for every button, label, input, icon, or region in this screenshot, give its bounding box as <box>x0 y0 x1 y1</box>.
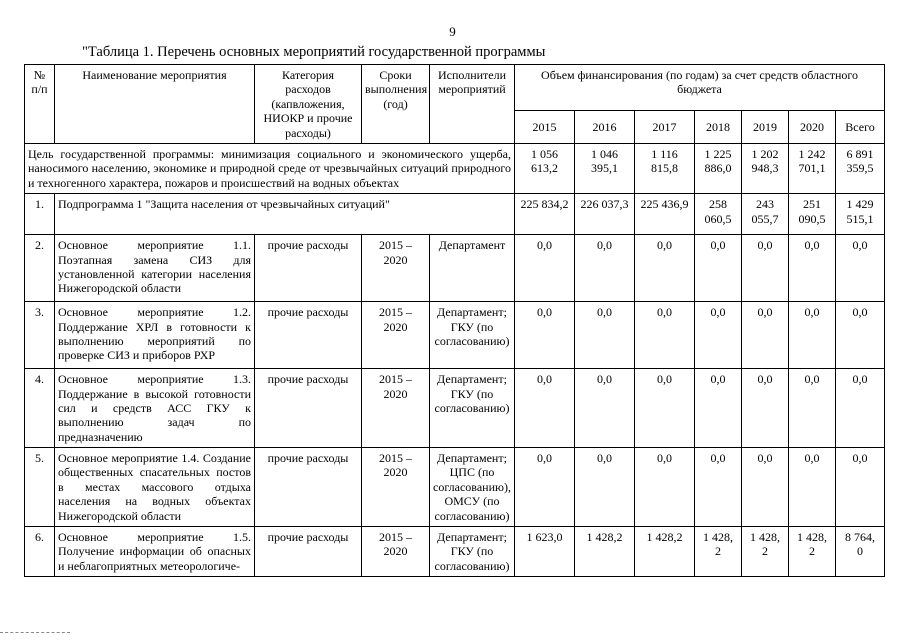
goal-value: 1 116 815,8 <box>635 143 695 193</box>
row-executors: Департамент; ГКУ (по согласованию) <box>430 527 515 577</box>
header-funding: Объем финансирования (по годам) за счет средств областного бюджета <box>515 65 885 111</box>
row-value: 0,0 <box>742 369 789 448</box>
row-total: 0,0 <box>836 235 885 302</box>
row-num: 1. <box>25 194 55 235</box>
row-value: 0,0 <box>789 369 836 448</box>
subprogram-value: 251 090,5 <box>789 194 836 235</box>
row-value: 0,0 <box>695 369 742 448</box>
goal-total: 6 891 359,5 <box>836 143 885 193</box>
row-name: Основное мероприятие 1.5. Получение информации об опасных и неблагоприятных метеорологиче- <box>55 527 255 577</box>
row-total: 0,0 <box>836 448 885 527</box>
row-value: 1 428, 2 <box>742 527 789 577</box>
row-value: 0,0 <box>575 235 635 302</box>
table-row <box>25 369 885 448</box>
program-activities-table <box>24 64 885 577</box>
row-num: 5. <box>25 448 55 527</box>
row-value: 0,0 <box>635 302 695 369</box>
row-value: 0,0 <box>635 235 695 302</box>
subprogram-value: 225 834,2 <box>515 194 575 235</box>
row-value: 1 428, 2 <box>695 527 742 577</box>
row-value: 1 623,0 <box>515 527 575 577</box>
row-value: 0,0 <box>695 235 742 302</box>
goal-text: Цель государственной программы: минимизация социального и экономического ущерба, наносимого населению, экономике и природной среде от чрезвычайных ситуаций природного и техногенного характера, пожаров и происшествий на водных объектах <box>25 143 515 193</box>
row-value: 0,0 <box>789 235 836 302</box>
header-row <box>25 65 885 111</box>
subprogram-total: 1 429 515,1 <box>836 194 885 235</box>
row-category: прочие расходы <box>255 235 362 302</box>
row-period: 2015 – 2020 <box>362 302 430 369</box>
header-year: 2016 <box>575 110 635 143</box>
table-row <box>25 448 885 527</box>
row-executors: Департамент; ЦПС (по согласованию), ОМСУ (по согласованию) <box>430 448 515 527</box>
page-number: 9 <box>449 24 456 39</box>
row-value: 1 428,2 <box>575 527 635 577</box>
row-value: 1 428,2 <box>635 527 695 577</box>
subprogram-value: 225 436,9 <box>635 194 695 235</box>
goal-value: 1 046 395,1 <box>575 143 635 193</box>
row-name: Основное мероприятие 1.1. Поэтапная замена СИЗ для установленной категории населения Нижегородской области <box>55 235 255 302</box>
header-name: Наименование мероприятия <box>55 65 255 144</box>
goal-row <box>25 143 885 193</box>
row-value: 0,0 <box>515 369 575 448</box>
row-total: 0,0 <box>836 369 885 448</box>
row-value: 0,0 <box>789 302 836 369</box>
row-value: 0,0 <box>742 302 789 369</box>
row-category: прочие расходы <box>255 527 362 577</box>
header-year: 2020 <box>789 110 836 143</box>
subprogram-row <box>25 194 885 235</box>
subprogram-value: 258 060,5 <box>695 194 742 235</box>
table-row <box>25 235 885 302</box>
row-total: 0,0 <box>836 302 885 369</box>
row-value: 0,0 <box>742 235 789 302</box>
row-value: 0,0 <box>695 302 742 369</box>
header-year: 2019 <box>742 110 789 143</box>
header-total: Всего <box>836 110 885 143</box>
row-category: прочие расходы <box>255 448 362 527</box>
row-value: 0,0 <box>515 302 575 369</box>
row-period: 2015 – 2020 <box>362 527 430 577</box>
row-value: 0,0 <box>515 448 575 527</box>
header-year: 2017 <box>635 110 695 143</box>
header-year: 2018 <box>695 110 742 143</box>
row-value: 0,0 <box>515 235 575 302</box>
page-edge-mark <box>0 632 70 639</box>
header-period: Сроки выполнения (год) <box>362 65 430 144</box>
row-value: 1 428, 2 <box>789 527 836 577</box>
row-value: 0,0 <box>635 369 695 448</box>
goal-value: 1 242 701,1 <box>789 143 836 193</box>
row-value: 0,0 <box>695 448 742 527</box>
row-name: Основное мероприятие 1.2. Поддержание ХРЛ в готовности к выполнению мероприятий по проверке СИЗ и приборов РХР <box>55 302 255 369</box>
row-period: 2015 – 2020 <box>362 369 430 448</box>
table-row <box>25 527 885 577</box>
row-executors: Департамент; ГКУ (по согласованию) <box>430 369 515 448</box>
row-value: 0,0 <box>575 302 635 369</box>
header-executors: Исполнители мероприятий <box>430 65 515 144</box>
row-value: 0,0 <box>742 448 789 527</box>
row-total: 8 764, 0 <box>836 527 885 577</box>
table-row <box>25 302 885 369</box>
subprogram-value: 226 037,3 <box>575 194 635 235</box>
row-executors: Департамент <box>430 235 515 302</box>
header-year: 2015 <box>515 110 575 143</box>
goal-value: 1 202 948,3 <box>742 143 789 193</box>
header-category: Категория расходов (капвложения, НИОКР и прочие расходы) <box>255 65 362 144</box>
row-num: 2. <box>25 235 55 302</box>
row-name: Основное мероприятие 1.4. Создание общественных спасательных постов в местах массового отдыха населения на водных объектах Нижегородской области <box>55 448 255 527</box>
row-value: 0,0 <box>575 448 635 527</box>
goal-value: 1 056 613,2 <box>515 143 575 193</box>
row-executors: Департамент; ГКУ (по согласованию) <box>430 302 515 369</box>
subprogram-value: 243 055,7 <box>742 194 789 235</box>
row-num: 4. <box>25 369 55 448</box>
table-title: "Таблица 1. Перечень основных мероприятий государственной программы <box>82 44 546 60</box>
row-value: 0,0 <box>789 448 836 527</box>
row-name: Основное мероприятие 1.3. Поддержание в высокой готовности сил и средств АСС ГКУ к выполнению задач по предназначению <box>55 369 255 448</box>
subprogram-text: Подпрограмма 1 "Защита населения от чрезвычайных ситуаций" <box>55 194 515 235</box>
row-period: 2015 – 2020 <box>362 235 430 302</box>
row-value: 0,0 <box>575 369 635 448</box>
header-num: № п/п <box>25 65 55 144</box>
row-num: 6. <box>25 527 55 577</box>
row-value: 0,0 <box>635 448 695 527</box>
row-category: прочие расходы <box>255 302 362 369</box>
row-category: прочие расходы <box>255 369 362 448</box>
row-period: 2015 – 2020 <box>362 448 430 527</box>
goal-value: 1 225 886,0 <box>695 143 742 193</box>
row-num: 3. <box>25 302 55 369</box>
